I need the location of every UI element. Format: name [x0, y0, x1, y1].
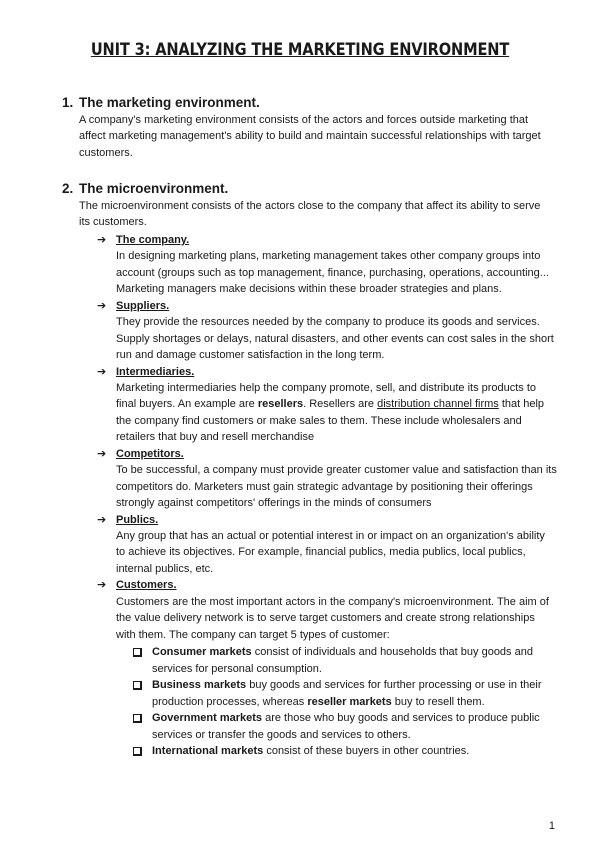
- section-text: The microenvironment consists of the actors close to the company that affect its ability to serve its customers.: [79, 200, 541, 229]
- checkbox-bullet-icon: [133, 747, 142, 756]
- list-item-suppliers: [97, 298, 557, 364]
- arrow-bullet-icon: ➔: [97, 579, 107, 592]
- item-title: Suppliers.: [116, 299, 170, 312]
- item-text: [116, 380, 557, 446]
- text-run: consist of these buyers in other countries.: [263, 745, 470, 758]
- item-title: Intermediaries.: [116, 365, 195, 378]
- text-run: buy to resell them.: [391, 695, 485, 708]
- list-item-government-markets: [133, 710, 557, 743]
- section-marketing-environment: [62, 94, 552, 161]
- text-run: that help the company find customers or make sales to them. These include wholesalers and retailers that buy and resell merchandise: [116, 398, 545, 444]
- bold-term: Government markets: [152, 712, 263, 725]
- section-number: 1.: [62, 95, 74, 110]
- section-number: 2.: [62, 181, 74, 196]
- customer-types-list: [116, 644, 557, 760]
- text-run: are those who buy goods and services to produce public services or transfer the goods and services to others.: [152, 712, 540, 741]
- arrow-bullet-icon: ➔: [97, 365, 107, 378]
- item-title: Competitors.: [116, 447, 184, 460]
- bold-term: Consumer markets: [152, 646, 252, 659]
- page-title: UNIT 3: ANALYZING THE MARKETING ENVIRONMENT: [90, 40, 510, 60]
- section-heading: [62, 94, 552, 112]
- list-item-consumer-markets: [133, 644, 557, 677]
- list-item-competitors: [97, 446, 557, 512]
- bold-term: International markets: [152, 745, 264, 758]
- list-item-customers: [97, 577, 557, 759]
- section-microenvironment: [62, 180, 552, 231]
- item-text: Customers are the most important actors in the company's microenvironment. The aim of the value delivery network is to serve target customers and create strong relationships with them. The company can target 5 types of customer:: [116, 595, 549, 641]
- text-run: Marketing intermediaries help the company promote, sell, and distribute its products to final buyers. An example are: [116, 381, 537, 411]
- bold-term-resellers: resellers: [257, 398, 304, 411]
- item-text: To be successful, a company must provide greater customer value and satisfaction than its competitors do. Marketers must gain strategic advantage by positioning their offerings strongly against competitors' offerings in the minds of consumers: [116, 464, 557, 510]
- bold-term: reseller markets: [307, 695, 392, 708]
- item-text: Any group that has an actual or potential interest in or impact on an organization's ability to achieve its objectives. For example, financial publics, media publics, local publics, internal publics, etc.: [116, 529, 545, 575]
- section-heading: [62, 180, 552, 198]
- list-item-intermediaries: [97, 364, 557, 446]
- item-text: In designing marketing plans, marketing management takes other company groups into account (groups such as top management, finance, purchasing, operations, accounting... Marketing managers make decisions within these broader strategies and plans.: [116, 250, 549, 296]
- bold-term: Business markets: [152, 679, 247, 692]
- list-item-business-markets: [133, 677, 557, 710]
- arrow-bullet-icon: ➔: [97, 447, 107, 460]
- underlined-term: distribution channel firms: [377, 398, 499, 411]
- list-item-company: [97, 232, 557, 298]
- list-item-publics: [97, 512, 557, 578]
- list-item-international-markets: [133, 743, 557, 760]
- checkbox-bullet-icon: [133, 714, 142, 723]
- arrow-bullet-icon: ➔: [97, 234, 107, 246]
- item-title: Customers.: [116, 579, 177, 592]
- page-number: 1: [548, 820, 555, 832]
- checkbox-bullet-icon: [133, 648, 142, 657]
- text-run: consist of individuals and households that buy goods and services for personal consumption.: [152, 646, 533, 675]
- section-text: A company's marketing environment consists of the actors and forces outside marketing that affect marketing management's ability to build and maintain successful relationships with target customers.: [79, 114, 541, 159]
- arrow-bullet-icon: ➔: [97, 299, 107, 312]
- item-title: The company.: [116, 234, 190, 246]
- microenvironment-actors-list: [97, 232, 557, 760]
- text-run: buy goods and services for further processing or use in their production processes, whereas: [152, 679, 542, 708]
- item-text: They provide the resources needed by the company to produce its goods and services. Supply shortages or delays, natural disasters, and other events can cost sales in the short run and damage customer satisfaction in the long term.: [116, 316, 554, 362]
- text-run: . Resellers are: [303, 398, 378, 411]
- checkbox-bullet-icon: [133, 681, 142, 690]
- section-heading-text: The microenvironment.: [79, 181, 229, 196]
- section-heading-text: The marketing environment.: [79, 95, 260, 110]
- item-title: Publics.: [116, 513, 159, 526]
- arrow-bullet-icon: ➔: [97, 513, 107, 526]
